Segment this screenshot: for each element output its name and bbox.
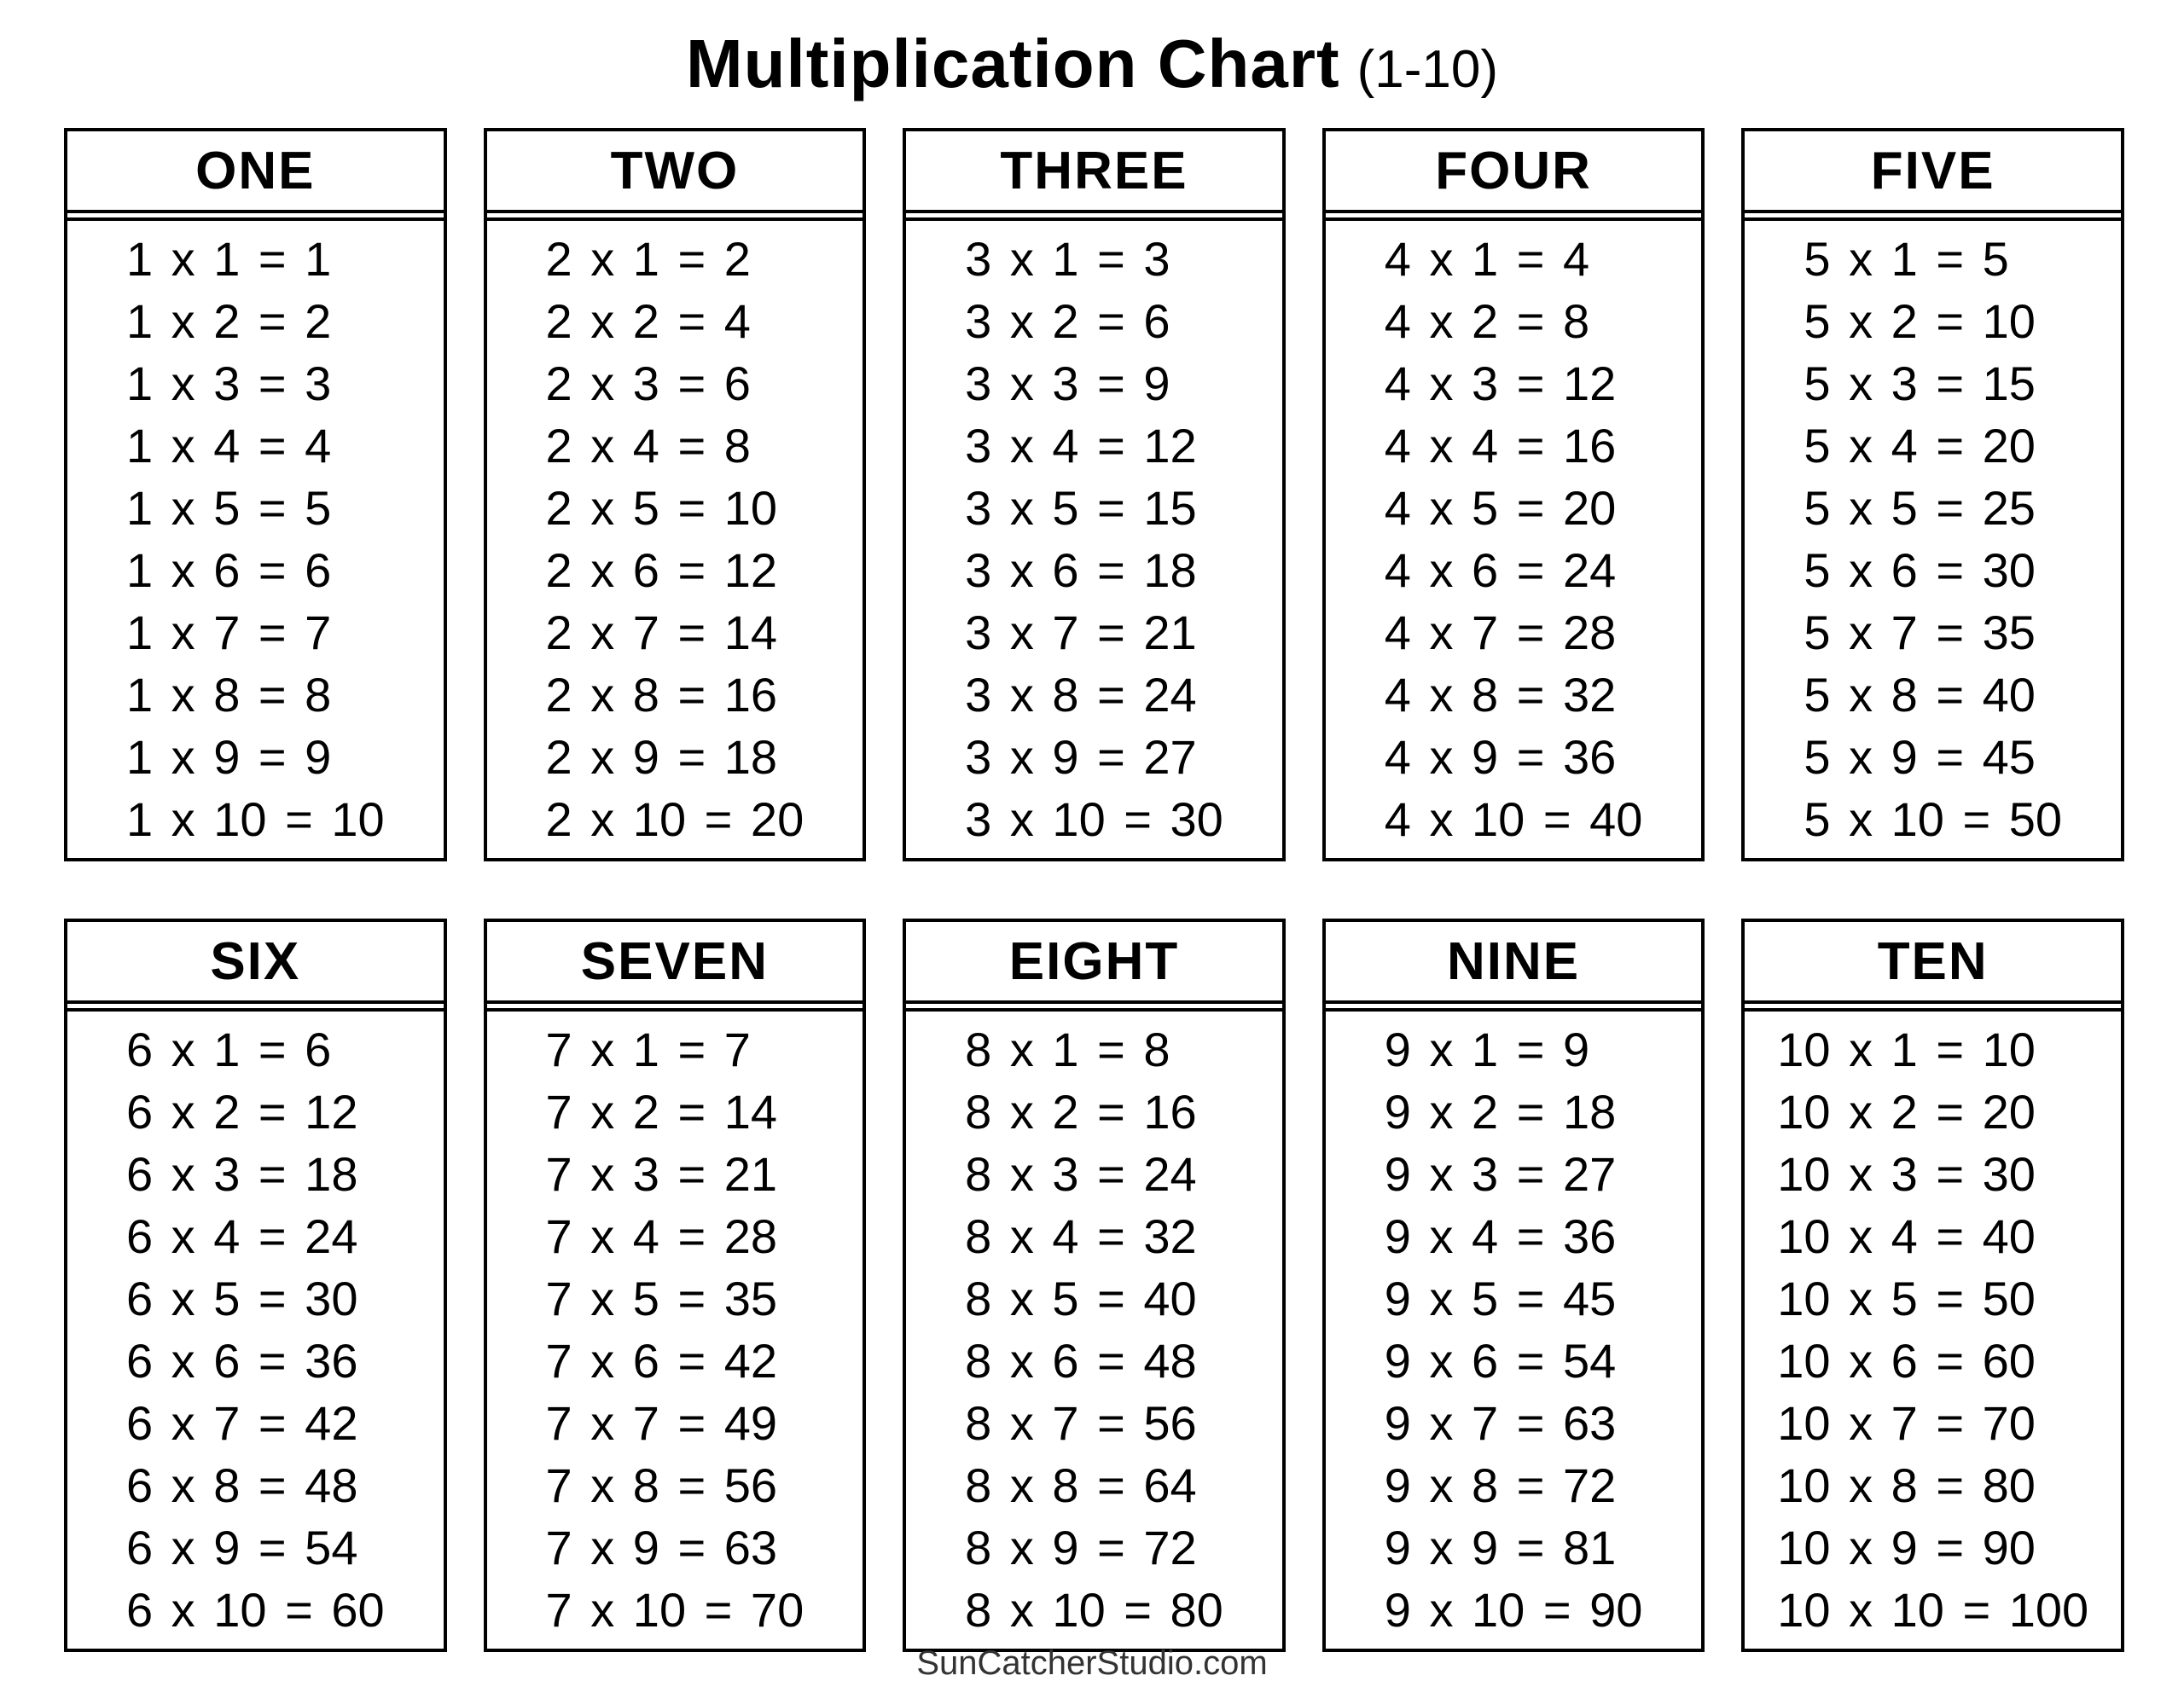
fact-row: 3 x 2 = 6 — [965, 294, 1170, 348]
fact-row: 9 x 6 = 54 — [1384, 1334, 1617, 1388]
fact-row: 1 x 3 = 3 — [125, 357, 332, 410]
fact-row: 5 x 8 = 40 — [1804, 668, 2036, 722]
table-two — [484, 128, 867, 861]
fact-row: 8 x 6 = 48 — [965, 1334, 1197, 1388]
fact-row: 6 x 10 = 60 — [125, 1583, 385, 1637]
fact-row: 10 x 7 = 70 — [1777, 1396, 2036, 1450]
fact-row: 2 x 6 = 12 — [545, 543, 778, 597]
table-four — [1322, 128, 1705, 861]
fact-row: 3 x 10 = 30 — [965, 792, 1223, 846]
fact-row: 1 x 7 = 7 — [125, 606, 332, 659]
page-title — [0, 0, 2184, 128]
fact-row: 1 x 4 = 4 — [125, 419, 332, 472]
fact-row: 5 x 5 = 25 — [1804, 481, 2036, 535]
fact-row: 1 x 6 = 6 — [125, 543, 332, 597]
fact-row: 9 x 10 = 90 — [1384, 1583, 1643, 1637]
fact-row: 6 x 5 = 30 — [125, 1272, 358, 1325]
fact-row: 8 x 1 = 8 — [965, 1023, 1170, 1076]
table-one — [64, 128, 447, 861]
fact-row: 1 x 9 = 9 — [125, 730, 332, 784]
table-one-header: ONE — [67, 131, 444, 213]
fact-row: 4 x 8 = 32 — [1384, 668, 1617, 722]
fact-row: 2 x 1 = 2 — [545, 232, 751, 286]
fact-row: 3 x 5 = 15 — [965, 481, 1197, 535]
fact-row: 6 x 4 = 24 — [125, 1209, 358, 1263]
fact-row: 8 x 3 = 24 — [965, 1147, 1197, 1201]
fact-row: 9 x 9 = 81 — [1384, 1521, 1617, 1574]
fact-row: 7 x 4 = 28 — [545, 1209, 778, 1263]
fact-row: 10 x 6 = 60 — [1777, 1334, 2036, 1388]
fact-block — [1385, 221, 1643, 858]
fact-row: 9 x 1 = 9 — [1384, 1023, 1590, 1076]
fact-row: 3 x 4 = 12 — [965, 419, 1197, 472]
fact-row: 7 x 8 = 56 — [545, 1458, 778, 1512]
fact-block — [546, 1012, 804, 1649]
fact-block — [1777, 1012, 2088, 1649]
fact-row: 6 x 2 = 12 — [125, 1085, 358, 1139]
page-title-suffix: (1-10) — [1356, 40, 1499, 99]
table-six-body — [67, 1008, 444, 1649]
fact-row: 8 x 4 = 32 — [965, 1209, 1197, 1263]
table-six-header: SIX — [67, 922, 444, 1004]
table-seven — [484, 919, 867, 1652]
table-seven-header: SEVEN — [487, 922, 863, 1004]
fact-row: 10 x 3 = 30 — [1777, 1147, 2036, 1201]
table-four-header: FOUR — [1326, 131, 1702, 213]
fact-row: 4 x 1 = 4 — [1384, 232, 1590, 286]
fact-row: 6 x 9 = 54 — [125, 1521, 358, 1574]
fact-row: 10 x 9 = 90 — [1777, 1521, 2036, 1574]
fact-row: 3 x 8 = 24 — [965, 668, 1197, 722]
fact-row: 8 x 8 = 64 — [965, 1458, 1197, 1512]
fact-row: 4 x 2 = 8 — [1384, 294, 1590, 348]
fact-block — [965, 221, 1223, 858]
fact-row: 4 x 5 = 20 — [1384, 481, 1617, 535]
fact-row: 7 x 7 = 49 — [545, 1396, 778, 1450]
page-title-main: Multiplication Chart — [685, 26, 1340, 101]
fact-row: 9 x 5 = 45 — [1384, 1272, 1617, 1325]
fact-row: 8 x 9 = 72 — [965, 1521, 1197, 1574]
table-five-body — [1745, 217, 2121, 858]
fact-row: 6 x 7 = 42 — [125, 1396, 358, 1450]
fact-row: 1 x 10 = 10 — [125, 792, 385, 846]
fact-row: 5 x 9 = 45 — [1804, 730, 2036, 784]
fact-row: 5 x 2 = 10 — [1804, 294, 2036, 348]
fact-row: 7 x 1 = 7 — [545, 1023, 751, 1076]
table-eight-header: EIGHT — [906, 922, 1282, 1004]
fact-block — [126, 221, 385, 858]
fact-row: 1 x 2 = 2 — [125, 294, 332, 348]
fact-row: 3 x 3 = 9 — [965, 357, 1170, 410]
tables-grid — [64, 128, 2124, 1652]
fact-row: 7 x 6 = 42 — [545, 1334, 778, 1388]
fact-row: 6 x 3 = 18 — [125, 1147, 358, 1201]
table-five — [1741, 128, 2124, 861]
table-ten-body — [1745, 1008, 2121, 1649]
fact-row: 7 x 5 = 35 — [545, 1272, 778, 1325]
fact-row: 4 x 9 = 36 — [1384, 730, 1617, 784]
table-two-body — [487, 217, 863, 858]
fact-row: 2 x 2 = 4 — [545, 294, 751, 348]
fact-row: 8 x 5 = 40 — [965, 1272, 1197, 1325]
table-eight-body — [906, 1008, 1282, 1649]
fact-row: 3 x 1 = 3 — [965, 232, 1170, 286]
fact-row: 10 x 1 = 10 — [1777, 1023, 2036, 1076]
fact-row: 5 x 3 = 15 — [1804, 357, 2036, 410]
footer-credit: SunCatcherStudio.com — [916, 1644, 1268, 1682]
table-six — [64, 919, 447, 1652]
fact-row: 7 x 10 = 70 — [545, 1583, 804, 1637]
fact-row: 5 x 7 = 35 — [1804, 606, 2036, 659]
fact-row: 7 x 2 = 14 — [545, 1085, 778, 1139]
fact-row: 9 x 4 = 36 — [1384, 1209, 1617, 1263]
fact-row: 9 x 2 = 18 — [1384, 1085, 1617, 1139]
fact-row: 5 x 4 = 20 — [1804, 419, 2036, 472]
table-ten-header: TEN — [1745, 922, 2121, 1004]
fact-row: 6 x 8 = 48 — [125, 1458, 358, 1512]
fact-row: 2 x 4 = 8 — [545, 419, 751, 472]
fact-row: 1 x 1 = 1 — [125, 232, 332, 286]
table-one-body — [67, 217, 444, 858]
fact-row: 2 x 8 = 16 — [545, 668, 778, 722]
table-three — [903, 128, 1286, 861]
fact-block — [126, 1012, 385, 1649]
fact-row: 5 x 10 = 50 — [1804, 792, 2063, 846]
fact-row: 10 x 10 = 100 — [1777, 1583, 2089, 1637]
table-nine — [1322, 919, 1705, 1652]
table-eight — [903, 919, 1286, 1652]
fact-row: 7 x 9 = 63 — [545, 1521, 778, 1574]
fact-row: 2 x 9 = 18 — [545, 730, 778, 784]
fact-row: 6 x 1 = 6 — [125, 1023, 332, 1076]
fact-row: 5 x 6 = 30 — [1804, 543, 2036, 597]
table-nine-body — [1326, 1008, 1702, 1649]
fact-block — [546, 221, 804, 858]
fact-row: 8 x 7 = 56 — [965, 1396, 1197, 1450]
fact-row: 2 x 3 = 6 — [545, 357, 751, 410]
fact-row: 4 x 10 = 40 — [1384, 792, 1643, 846]
fact-row: 9 x 7 = 63 — [1384, 1396, 1617, 1450]
fact-row: 8 x 10 = 80 — [965, 1583, 1223, 1637]
fact-row: 10 x 4 = 40 — [1777, 1209, 2036, 1263]
fact-row: 9 x 3 = 27 — [1384, 1147, 1617, 1201]
table-ten — [1741, 919, 2124, 1652]
fact-row: 3 x 6 = 18 — [965, 543, 1197, 597]
table-five-header: FIVE — [1745, 131, 2121, 213]
fact-row: 3 x 9 = 27 — [965, 730, 1197, 784]
table-two-header: TWO — [487, 131, 863, 213]
table-nine-header: NINE — [1326, 922, 1702, 1004]
fact-row: 6 x 6 = 36 — [125, 1334, 358, 1388]
fact-row: 4 x 4 = 16 — [1384, 419, 1617, 472]
table-three-header: THREE — [906, 131, 1282, 213]
fact-row: 2 x 7 = 14 — [545, 606, 778, 659]
fact-row: 2 x 5 = 10 — [545, 481, 778, 535]
fact-row: 10 x 5 = 50 — [1777, 1272, 2036, 1325]
fact-row: 7 x 3 = 21 — [545, 1147, 778, 1201]
fact-row: 1 x 8 = 8 — [125, 668, 332, 722]
fact-row: 4 x 6 = 24 — [1384, 543, 1617, 597]
table-seven-body — [487, 1008, 863, 1649]
fact-row: 8 x 2 = 16 — [965, 1085, 1197, 1139]
table-three-body — [906, 217, 1282, 858]
fact-row: 1 x 5 = 5 — [125, 481, 332, 535]
fact-row: 4 x 3 = 12 — [1384, 357, 1617, 410]
fact-block — [1804, 221, 2062, 858]
fact-row: 5 x 1 = 5 — [1804, 232, 2009, 286]
fact-row: 4 x 7 = 28 — [1384, 606, 1617, 659]
fact-block — [965, 1012, 1223, 1649]
fact-row: 3 x 7 = 21 — [965, 606, 1197, 659]
table-four-body — [1326, 217, 1702, 858]
fact-row: 9 x 8 = 72 — [1384, 1458, 1617, 1512]
fact-row: 2 x 10 = 20 — [545, 792, 804, 846]
fact-block — [1385, 1012, 1643, 1649]
fact-row: 10 x 8 = 80 — [1777, 1458, 2036, 1512]
fact-row: 10 x 2 = 20 — [1777, 1085, 2036, 1139]
